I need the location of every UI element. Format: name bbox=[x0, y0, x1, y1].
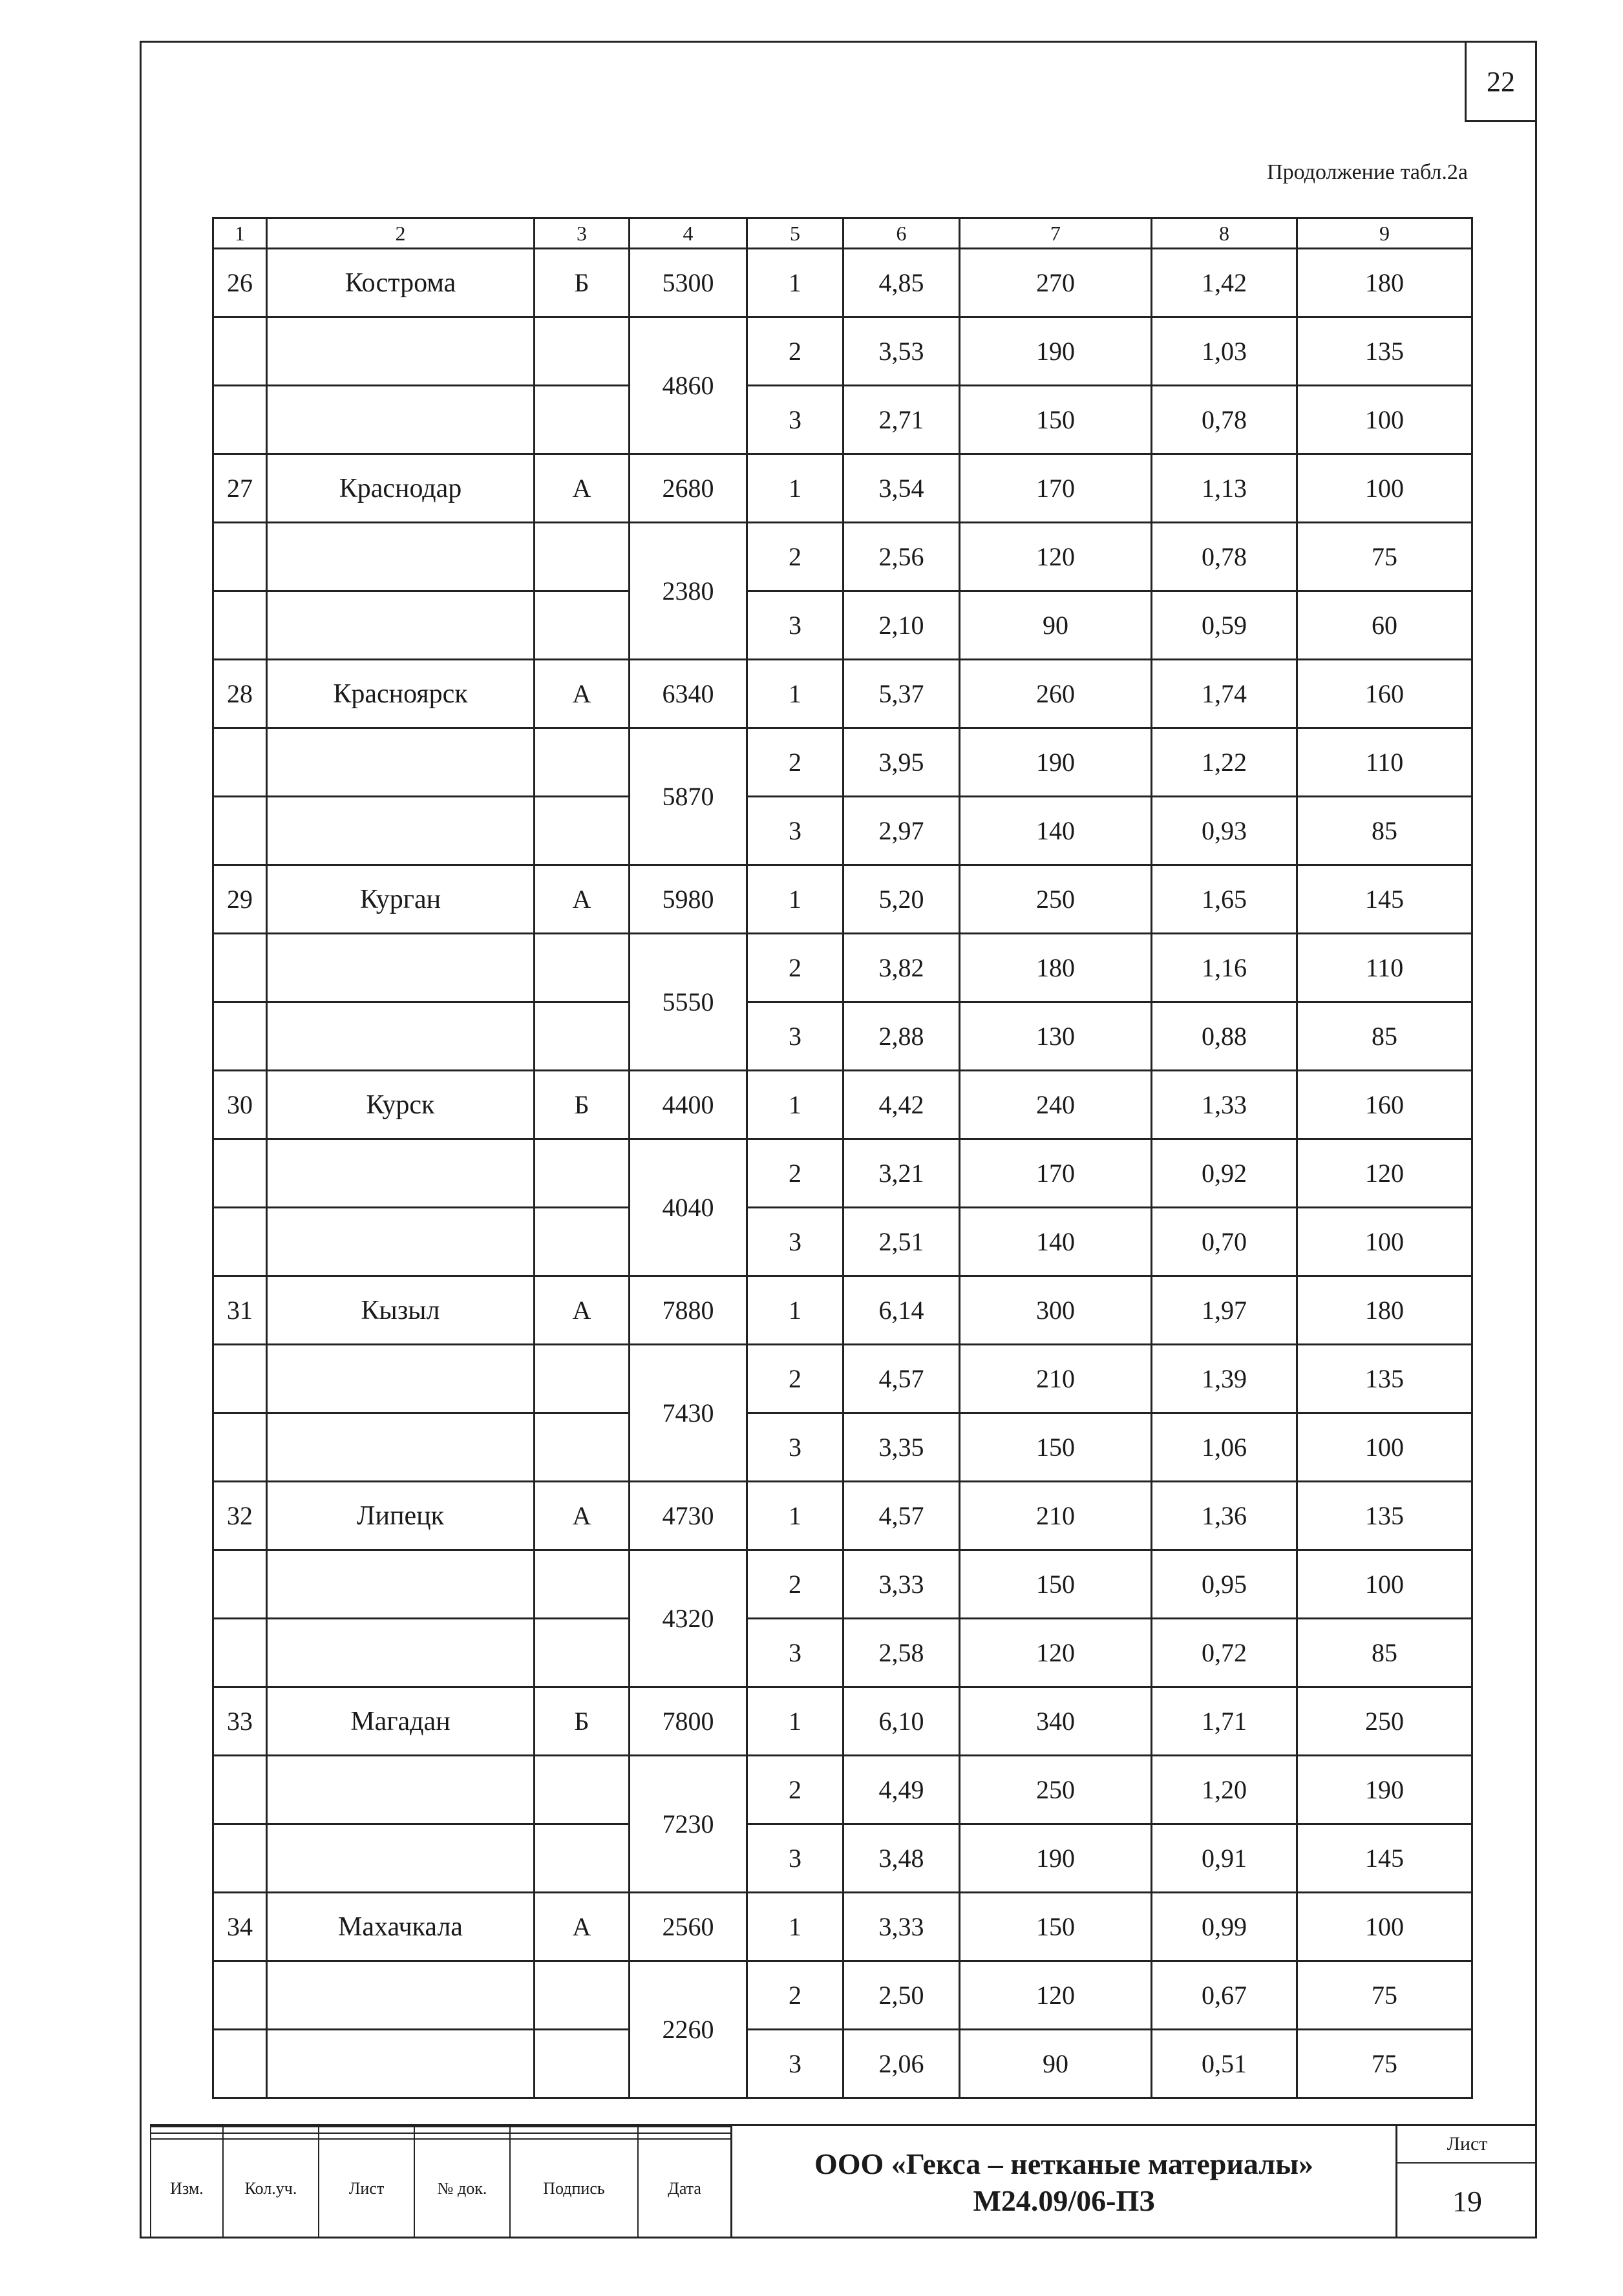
cell-col8: 0,72 bbox=[1152, 1619, 1297, 1687]
cell-col4: 4040 bbox=[630, 1139, 747, 1276]
cell-col9: 75 bbox=[1297, 2030, 1472, 2098]
cell-number: 30 bbox=[213, 1071, 267, 1139]
cell-col9: 100 bbox=[1297, 1893, 1472, 1961]
cell-col4: 4400 bbox=[630, 1071, 747, 1139]
cell-city bbox=[267, 934, 535, 1002]
cell-col5: 1 bbox=[747, 1482, 843, 1550]
cell-col6: 2,56 bbox=[843, 523, 960, 591]
table-row bbox=[213, 1687, 1472, 1756]
cell-col4: 7430 bbox=[630, 1345, 747, 1482]
cell-col5: 2 bbox=[747, 1345, 843, 1413]
table-row bbox=[213, 934, 1472, 1002]
cell-col5: 2 bbox=[747, 1139, 843, 1208]
cell-city: Курган bbox=[267, 865, 535, 934]
cell-col7: 120 bbox=[960, 1961, 1152, 2030]
cell-col7: 170 bbox=[960, 1139, 1152, 1208]
cell-col7: 190 bbox=[960, 728, 1152, 797]
table-row bbox=[213, 386, 1472, 454]
cell-col8: 0,78 bbox=[1152, 386, 1297, 454]
cell-col7: 250 bbox=[960, 865, 1152, 934]
table-row bbox=[213, 797, 1472, 865]
cell-category bbox=[535, 1208, 630, 1276]
cell-number: 32 bbox=[213, 1482, 267, 1550]
document-title bbox=[730, 2126, 1397, 2238]
cell-city bbox=[267, 1824, 535, 1893]
table-row bbox=[213, 1824, 1472, 1893]
cell-col5: 2 bbox=[747, 728, 843, 797]
cell-col9: 190 bbox=[1297, 1756, 1472, 1824]
cell-col8: 0,78 bbox=[1152, 523, 1297, 591]
stamp-col-date: Дата bbox=[638, 2139, 731, 2238]
cell-col9: 180 bbox=[1297, 249, 1472, 317]
cell-col4: 4320 bbox=[630, 1550, 747, 1687]
cell-category bbox=[535, 386, 630, 454]
cell-col9: 85 bbox=[1297, 1619, 1472, 1687]
cell-category bbox=[535, 1756, 630, 1824]
cell-number: 28 bbox=[213, 660, 267, 728]
cell-col6: 2,97 bbox=[843, 797, 960, 865]
cell-col5: 3 bbox=[747, 797, 843, 865]
cell-col8: 0,67 bbox=[1152, 1961, 1297, 2030]
table-row bbox=[213, 1619, 1472, 1687]
cell-col7: 180 bbox=[960, 934, 1152, 1002]
cell-col4: 2680 bbox=[630, 454, 747, 523]
cell-col7: 260 bbox=[960, 660, 1152, 728]
cell-col6: 2,51 bbox=[843, 1208, 960, 1276]
cell-col8: 1,06 bbox=[1152, 1413, 1297, 1482]
cell-number: 34 bbox=[213, 1893, 267, 1961]
cell-col7: 270 bbox=[960, 249, 1152, 317]
cell-col9: 100 bbox=[1297, 1550, 1472, 1619]
cell-category bbox=[535, 523, 630, 591]
table-row bbox=[213, 249, 1472, 317]
cell-category: А bbox=[535, 454, 630, 523]
table-row bbox=[213, 1276, 1472, 1345]
cell-col6: 4,42 bbox=[843, 1071, 960, 1139]
table-body bbox=[213, 249, 1472, 2098]
sheet-box bbox=[1397, 2126, 1537, 2238]
cell-col8: 1,13 bbox=[1152, 454, 1297, 523]
cell-col7: 150 bbox=[960, 386, 1152, 454]
cell-category bbox=[535, 2030, 630, 2098]
cell-col6: 3,82 bbox=[843, 934, 960, 1002]
table-row bbox=[213, 1961, 1472, 2030]
cell-col4: 7230 bbox=[630, 1756, 747, 1893]
cell-col8: 1,36 bbox=[1152, 1482, 1297, 1550]
cell-col4: 7880 bbox=[630, 1276, 747, 1345]
table-row bbox=[213, 454, 1472, 523]
cell-col8: 0,92 bbox=[1152, 1139, 1297, 1208]
cell-col7: 150 bbox=[960, 1550, 1152, 1619]
table-row bbox=[213, 1002, 1472, 1071]
stamp-col-doc-no: № док. bbox=[414, 2139, 510, 2238]
cell-city bbox=[267, 386, 535, 454]
cell-col6: 4,57 bbox=[843, 1345, 960, 1413]
table-row bbox=[213, 591, 1472, 660]
cell-col7: 300 bbox=[960, 1276, 1152, 1345]
cell-col7: 140 bbox=[960, 1208, 1152, 1276]
cell-category bbox=[535, 1550, 630, 1619]
cell-col6: 4,49 bbox=[843, 1756, 960, 1824]
cell-col9: 110 bbox=[1297, 934, 1472, 1002]
cell-city bbox=[267, 1002, 535, 1071]
cell-col9: 250 bbox=[1297, 1687, 1472, 1756]
cell-col9: 120 bbox=[1297, 1139, 1472, 1208]
table-row bbox=[213, 1413, 1472, 1482]
cell-col5: 3 bbox=[747, 1413, 843, 1482]
cell-number bbox=[213, 1345, 267, 1413]
cell-col6: 3,33 bbox=[843, 1893, 960, 1961]
cell-col5: 2 bbox=[747, 317, 843, 386]
cell-col4: 2380 bbox=[630, 523, 747, 660]
cell-col5: 1 bbox=[747, 865, 843, 934]
cell-city bbox=[267, 2030, 535, 2098]
cell-number bbox=[213, 2030, 267, 2098]
cell-col9: 100 bbox=[1297, 454, 1472, 523]
sheet-label: Лист bbox=[1397, 2126, 1537, 2164]
cell-category: Б bbox=[535, 1071, 630, 1139]
cell-city: Магадан bbox=[267, 1687, 535, 1756]
cell-col5: 3 bbox=[747, 1002, 843, 1071]
stamp-col-izm: Изм. bbox=[151, 2139, 223, 2238]
cell-col7: 190 bbox=[960, 1824, 1152, 1893]
column-header: 2 bbox=[267, 218, 535, 249]
column-header: 1 bbox=[213, 218, 267, 249]
column-header: 6 bbox=[843, 218, 960, 249]
cell-category: Б bbox=[535, 1687, 630, 1756]
cell-col4: 5550 bbox=[630, 934, 747, 1071]
cell-col5: 1 bbox=[747, 1687, 843, 1756]
cell-city bbox=[267, 1345, 535, 1413]
cell-city bbox=[267, 591, 535, 660]
cell-col8: 0,95 bbox=[1152, 1550, 1297, 1619]
document-code: М24.09/06-ПЗ bbox=[973, 2184, 1155, 2217]
cell-number: 31 bbox=[213, 1276, 267, 1345]
table-row bbox=[213, 1071, 1472, 1139]
cell-number bbox=[213, 523, 267, 591]
cell-col6: 6,10 bbox=[843, 1687, 960, 1756]
cell-col6: 5,20 bbox=[843, 865, 960, 934]
cell-col6: 3,33 bbox=[843, 1550, 960, 1619]
cell-col8: 1,39 bbox=[1152, 1345, 1297, 1413]
title-block bbox=[150, 2124, 1537, 2238]
cell-col7: 210 bbox=[960, 1345, 1152, 1413]
column-header: 8 bbox=[1152, 218, 1297, 249]
cell-number bbox=[213, 728, 267, 797]
cell-col9: 60 bbox=[1297, 591, 1472, 660]
cell-col9: 135 bbox=[1297, 317, 1472, 386]
cell-col6: 3,54 bbox=[843, 454, 960, 523]
cell-city bbox=[267, 523, 535, 591]
cell-city bbox=[267, 317, 535, 386]
cell-col5: 3 bbox=[747, 1208, 843, 1276]
cell-city bbox=[267, 1550, 535, 1619]
cell-city bbox=[267, 1961, 535, 2030]
continuation-label: Продолжение табл.2а bbox=[1267, 160, 1468, 184]
data-table bbox=[212, 217, 1473, 2099]
cell-col6: 2,88 bbox=[843, 1002, 960, 1071]
cell-col6: 2,50 bbox=[843, 1961, 960, 2030]
cell-col9: 135 bbox=[1297, 1482, 1472, 1550]
cell-city: Красноярск bbox=[267, 660, 535, 728]
cell-col5: 2 bbox=[747, 1550, 843, 1619]
cell-city bbox=[267, 1208, 535, 1276]
cell-col6: 3,95 bbox=[843, 728, 960, 797]
cell-col4: 5300 bbox=[630, 249, 747, 317]
cell-col7: 130 bbox=[960, 1002, 1152, 1071]
cell-category: Б bbox=[535, 249, 630, 317]
cell-col6: 4,85 bbox=[843, 249, 960, 317]
cell-category bbox=[535, 591, 630, 660]
cell-number bbox=[213, 1002, 267, 1071]
cell-col5: 2 bbox=[747, 934, 843, 1002]
cell-category: А bbox=[535, 1893, 630, 1961]
table-row bbox=[213, 1345, 1472, 1413]
cell-col5: 1 bbox=[747, 249, 843, 317]
cell-col7: 150 bbox=[960, 1413, 1152, 1482]
cell-col4: 4860 bbox=[630, 317, 747, 454]
cell-col8: 0,51 bbox=[1152, 2030, 1297, 2098]
cell-number bbox=[213, 1550, 267, 1619]
cell-category bbox=[535, 1413, 630, 1482]
cell-number bbox=[213, 591, 267, 660]
cell-number bbox=[213, 386, 267, 454]
cell-col9: 75 bbox=[1297, 523, 1472, 591]
column-header: 9 bbox=[1297, 218, 1472, 249]
table-row bbox=[213, 1139, 1472, 1208]
table-row bbox=[213, 1893, 1472, 1961]
cell-col8: 1,22 bbox=[1152, 728, 1297, 797]
cell-col8: 1,74 bbox=[1152, 660, 1297, 728]
table-row bbox=[213, 728, 1472, 797]
table-row bbox=[213, 523, 1472, 591]
cell-category bbox=[535, 797, 630, 865]
cell-number bbox=[213, 1961, 267, 2030]
cell-category: А bbox=[535, 1276, 630, 1345]
cell-col9: 145 bbox=[1297, 1824, 1472, 1893]
cell-col5: 3 bbox=[747, 1824, 843, 1893]
column-header: 5 bbox=[747, 218, 843, 249]
cell-city: Краснодар bbox=[267, 454, 535, 523]
cell-col9: 160 bbox=[1297, 660, 1472, 728]
cell-col6: 2,06 bbox=[843, 2030, 960, 2098]
cell-col8: 1,16 bbox=[1152, 934, 1297, 1002]
cell-col8: 0,99 bbox=[1152, 1893, 1297, 1961]
cell-category bbox=[535, 1002, 630, 1071]
table-row bbox=[213, 1208, 1472, 1276]
cell-col4: 6340 bbox=[630, 660, 747, 728]
cell-col6: 5,37 bbox=[843, 660, 960, 728]
cell-col8: 0,70 bbox=[1152, 1208, 1297, 1276]
table-row bbox=[213, 865, 1472, 934]
cell-number: 33 bbox=[213, 1687, 267, 1756]
cell-number bbox=[213, 934, 267, 1002]
table-row bbox=[213, 1550, 1472, 1619]
cell-col5: 2 bbox=[747, 1961, 843, 2030]
cell-col9: 85 bbox=[1297, 1002, 1472, 1071]
cell-city bbox=[267, 797, 535, 865]
cell-category bbox=[535, 1345, 630, 1413]
cell-col5: 1 bbox=[747, 1071, 843, 1139]
table-row bbox=[213, 1482, 1472, 1550]
cell-col9: 135 bbox=[1297, 1345, 1472, 1413]
cell-category bbox=[535, 934, 630, 1002]
cell-col9: 110 bbox=[1297, 728, 1472, 797]
cell-col4: 2560 bbox=[630, 1893, 747, 1961]
cell-col7: 240 bbox=[960, 1071, 1152, 1139]
cell-number bbox=[213, 1413, 267, 1482]
column-header: 4 bbox=[630, 218, 747, 249]
cell-col6: 3,21 bbox=[843, 1139, 960, 1208]
table-row bbox=[213, 317, 1472, 386]
cell-col8: 1,65 bbox=[1152, 865, 1297, 934]
cell-number: 26 bbox=[213, 249, 267, 317]
cell-col9: 160 bbox=[1297, 1071, 1472, 1139]
cell-category bbox=[535, 1619, 630, 1687]
cell-col5: 1 bbox=[747, 660, 843, 728]
cell-category: А bbox=[535, 865, 630, 934]
cell-col9: 100 bbox=[1297, 1413, 1472, 1482]
header-row bbox=[213, 218, 1472, 249]
cell-col6: 3,35 bbox=[843, 1413, 960, 1482]
cell-col5: 3 bbox=[747, 2030, 843, 2098]
cell-col9: 100 bbox=[1297, 386, 1472, 454]
cell-number bbox=[213, 1619, 267, 1687]
cell-col6: 3,53 bbox=[843, 317, 960, 386]
cell-col6: 2,10 bbox=[843, 591, 960, 660]
cell-col7: 210 bbox=[960, 1482, 1152, 1550]
cell-number bbox=[213, 1139, 267, 1208]
cell-col8: 0,59 bbox=[1152, 591, 1297, 660]
cell-city bbox=[267, 1413, 535, 1482]
cell-col4: 4730 bbox=[630, 1482, 747, 1550]
cell-col8: 1,33 bbox=[1152, 1071, 1297, 1139]
cell-city bbox=[267, 728, 535, 797]
column-header: 7 bbox=[960, 218, 1152, 249]
cell-category: А bbox=[535, 660, 630, 728]
cell-category bbox=[535, 728, 630, 797]
cell-col8: 1,20 bbox=[1152, 1756, 1297, 1824]
cell-category bbox=[535, 317, 630, 386]
cell-category: А bbox=[535, 1482, 630, 1550]
cell-number: 27 bbox=[213, 454, 267, 523]
cell-number bbox=[213, 1208, 267, 1276]
cell-col4: 7800 bbox=[630, 1687, 747, 1756]
table-row bbox=[213, 1756, 1472, 1824]
cell-col5: 3 bbox=[747, 1619, 843, 1687]
revision-grid bbox=[150, 2126, 732, 2238]
cell-number bbox=[213, 797, 267, 865]
cell-col9: 180 bbox=[1297, 1276, 1472, 1345]
cell-city: Липецк bbox=[267, 1482, 535, 1550]
cell-col7: 340 bbox=[960, 1687, 1152, 1756]
cell-col7: 120 bbox=[960, 523, 1152, 591]
cell-category bbox=[535, 1961, 630, 2030]
cell-col8: 0,91 bbox=[1152, 1824, 1297, 1893]
cell-col6: 2,58 bbox=[843, 1619, 960, 1687]
cell-number bbox=[213, 1756, 267, 1824]
cell-col7: 140 bbox=[960, 797, 1152, 865]
cell-col5: 2 bbox=[747, 1756, 843, 1824]
cell-number bbox=[213, 1824, 267, 1893]
stamp-col-list: Лист bbox=[319, 2139, 414, 2238]
cell-col7: 250 bbox=[960, 1756, 1152, 1824]
cell-col8: 1,03 bbox=[1152, 317, 1297, 386]
stamp-col-kol-uch: Кол.уч. bbox=[223, 2139, 319, 2238]
sheet-number: 19 bbox=[1452, 2184, 1482, 2218]
cell-col5: 3 bbox=[747, 591, 843, 660]
cell-col8: 1,97 bbox=[1152, 1276, 1297, 1345]
cell-city bbox=[267, 1756, 535, 1824]
cell-col5: 2 bbox=[747, 523, 843, 591]
cell-col7: 120 bbox=[960, 1619, 1152, 1687]
cell-col7: 150 bbox=[960, 1893, 1152, 1961]
cell-col7: 190 bbox=[960, 317, 1152, 386]
cell-col5: 3 bbox=[747, 386, 843, 454]
cell-col7: 90 bbox=[960, 591, 1152, 660]
cell-col9: 145 bbox=[1297, 865, 1472, 934]
cell-city bbox=[267, 1139, 535, 1208]
cell-number: 29 bbox=[213, 865, 267, 934]
cell-col9: 85 bbox=[1297, 797, 1472, 865]
stamp-col-signature: Подпись bbox=[510, 2139, 638, 2238]
table-row bbox=[213, 2030, 1472, 2098]
cell-city bbox=[267, 1619, 535, 1687]
cell-col7: 90 bbox=[960, 2030, 1152, 2098]
cell-col6: 2,71 bbox=[843, 386, 960, 454]
cell-col6: 4,57 bbox=[843, 1482, 960, 1550]
page-number: 22 bbox=[1465, 41, 1537, 122]
cell-city: Махачкала bbox=[267, 1893, 535, 1961]
cell-col8: 0,88 bbox=[1152, 1002, 1297, 1071]
cell-col4: 5980 bbox=[630, 865, 747, 934]
cell-col7: 170 bbox=[960, 454, 1152, 523]
company-name: ООО «Гекса – нетканые материалы» bbox=[814, 2147, 1314, 2180]
cell-city: Кызыл bbox=[267, 1276, 535, 1345]
cell-col4: 2260 bbox=[630, 1961, 747, 2098]
cell-col6: 3,48 bbox=[843, 1824, 960, 1893]
column-header: 3 bbox=[535, 218, 630, 249]
cell-city: Курск bbox=[267, 1071, 535, 1139]
cell-col8: 0,93 bbox=[1152, 797, 1297, 865]
cell-category bbox=[535, 1824, 630, 1893]
cell-col8: 1,42 bbox=[1152, 249, 1297, 317]
cell-number bbox=[213, 317, 267, 386]
cell-category bbox=[535, 1139, 630, 1208]
cell-col5: 1 bbox=[747, 1893, 843, 1961]
table-row bbox=[213, 660, 1472, 728]
cell-city: Кострома bbox=[267, 249, 535, 317]
cell-col5: 1 bbox=[747, 454, 843, 523]
cell-col9: 75 bbox=[1297, 1961, 1472, 2030]
cell-col8: 1,71 bbox=[1152, 1687, 1297, 1756]
cell-col4: 5870 bbox=[630, 728, 747, 865]
cell-col5: 1 bbox=[747, 1276, 843, 1345]
cell-col6: 6,14 bbox=[843, 1276, 960, 1345]
cell-col9: 100 bbox=[1297, 1208, 1472, 1276]
